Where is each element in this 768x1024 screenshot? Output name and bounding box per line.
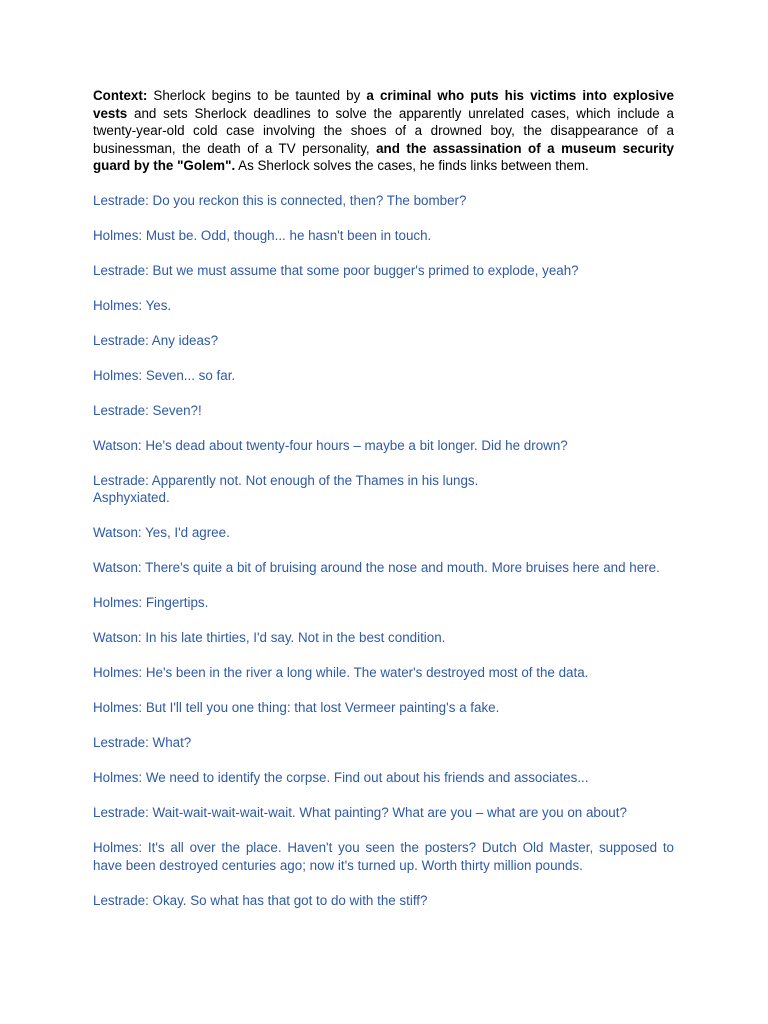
- dialogue-line: Lestrade: Apparently not. Not enough of the Thames in his lungs.: [93, 472, 479, 488]
- dialogue-line: Watson: There's quite a bit of bruising around the nose and mouth. More bruises here and here.: [93, 560, 660, 575]
- dialogue-line: Holmes: He's been in the river a long while. The water's destroyed most of the data.: [93, 665, 589, 680]
- dialogue-line-continuation: Asphyxiated.: [93, 490, 170, 505]
- dialogue-line: Lestrade: What?: [93, 735, 192, 750]
- dialogue-line: Watson: He's dead about twenty-four hours – maybe a bit longer. Did he drown?: [93, 437, 568, 453]
- dialogue-line: Holmes: Fingertips.: [93, 595, 209, 610]
- dialogue-line: Holmes: We need to identify the corpse. Find out about his friends and associates...: [93, 770, 589, 785]
- dialogue-line: Holmes: It's all over the place. Haven't you seen the posters? Dutch Old Master, supposed to have been destroyed centuries ago; now it's turned up. Worth thirty million pounds.: [93, 840, 674, 873]
- context-text-3: As Sherlock solves the cases, he finds links between them.: [235, 158, 589, 173]
- context-bold-1: a criminal who puts his victims into explosive vests: [93, 88, 674, 121]
- dialogue-line: Lestrade: But we must assume that some poor bugger's primed to explode, yeah?: [93, 262, 579, 278]
- dialogue-block: [93, 472, 674, 507]
- dialogue-line: Lestrade: Wait-wait-wait-wait-wait. What painting? What are you – what are you on about?: [93, 805, 627, 820]
- context-label: Context:: [93, 88, 148, 103]
- dialogue-line: Lestrade: Do you reckon this is connected, then? The bomber?: [93, 192, 467, 208]
- context-text-1: Sherlock begins to be taunted by: [147, 88, 367, 103]
- context-bold-2: and the assassination of a museum security guard by the "Golem".: [93, 140, 674, 173]
- context-paragraph: [93, 87, 674, 175]
- dialogue-line: Holmes: Yes.: [93, 297, 172, 313]
- dialogue-line: Lestrade: Okay. So what has that got to do with the stiff?: [93, 892, 428, 908]
- dialogue-line: Lestrade: Any ideas?: [93, 332, 219, 348]
- dialogue-line: Lestrade: Seven?!: [93, 402, 202, 418]
- document-page: [93, 87, 674, 927]
- dialogue-line: Holmes: Must be. Odd, though... he hasn't been in touch.: [93, 227, 432, 243]
- dialogue-line: Watson: In his late thirties, I'd say. Not in the best condition.: [93, 630, 446, 645]
- dialogue-line: Holmes: But I'll tell you one thing: that lost Vermeer painting's a fake.: [93, 700, 500, 715]
- context-text-2: and sets Sherlock deadlines to solve the apparently unrelated cases, which include a twenty-year-old cold case involving the shoes of a drowned boy, the disappearance of a businessman, the death of a TV personality,: [93, 105, 674, 156]
- dialogue-line: Holmes: Seven... so far.: [93, 367, 236, 383]
- dialogue-line: Watson: Yes, I'd agree.: [93, 525, 230, 540]
